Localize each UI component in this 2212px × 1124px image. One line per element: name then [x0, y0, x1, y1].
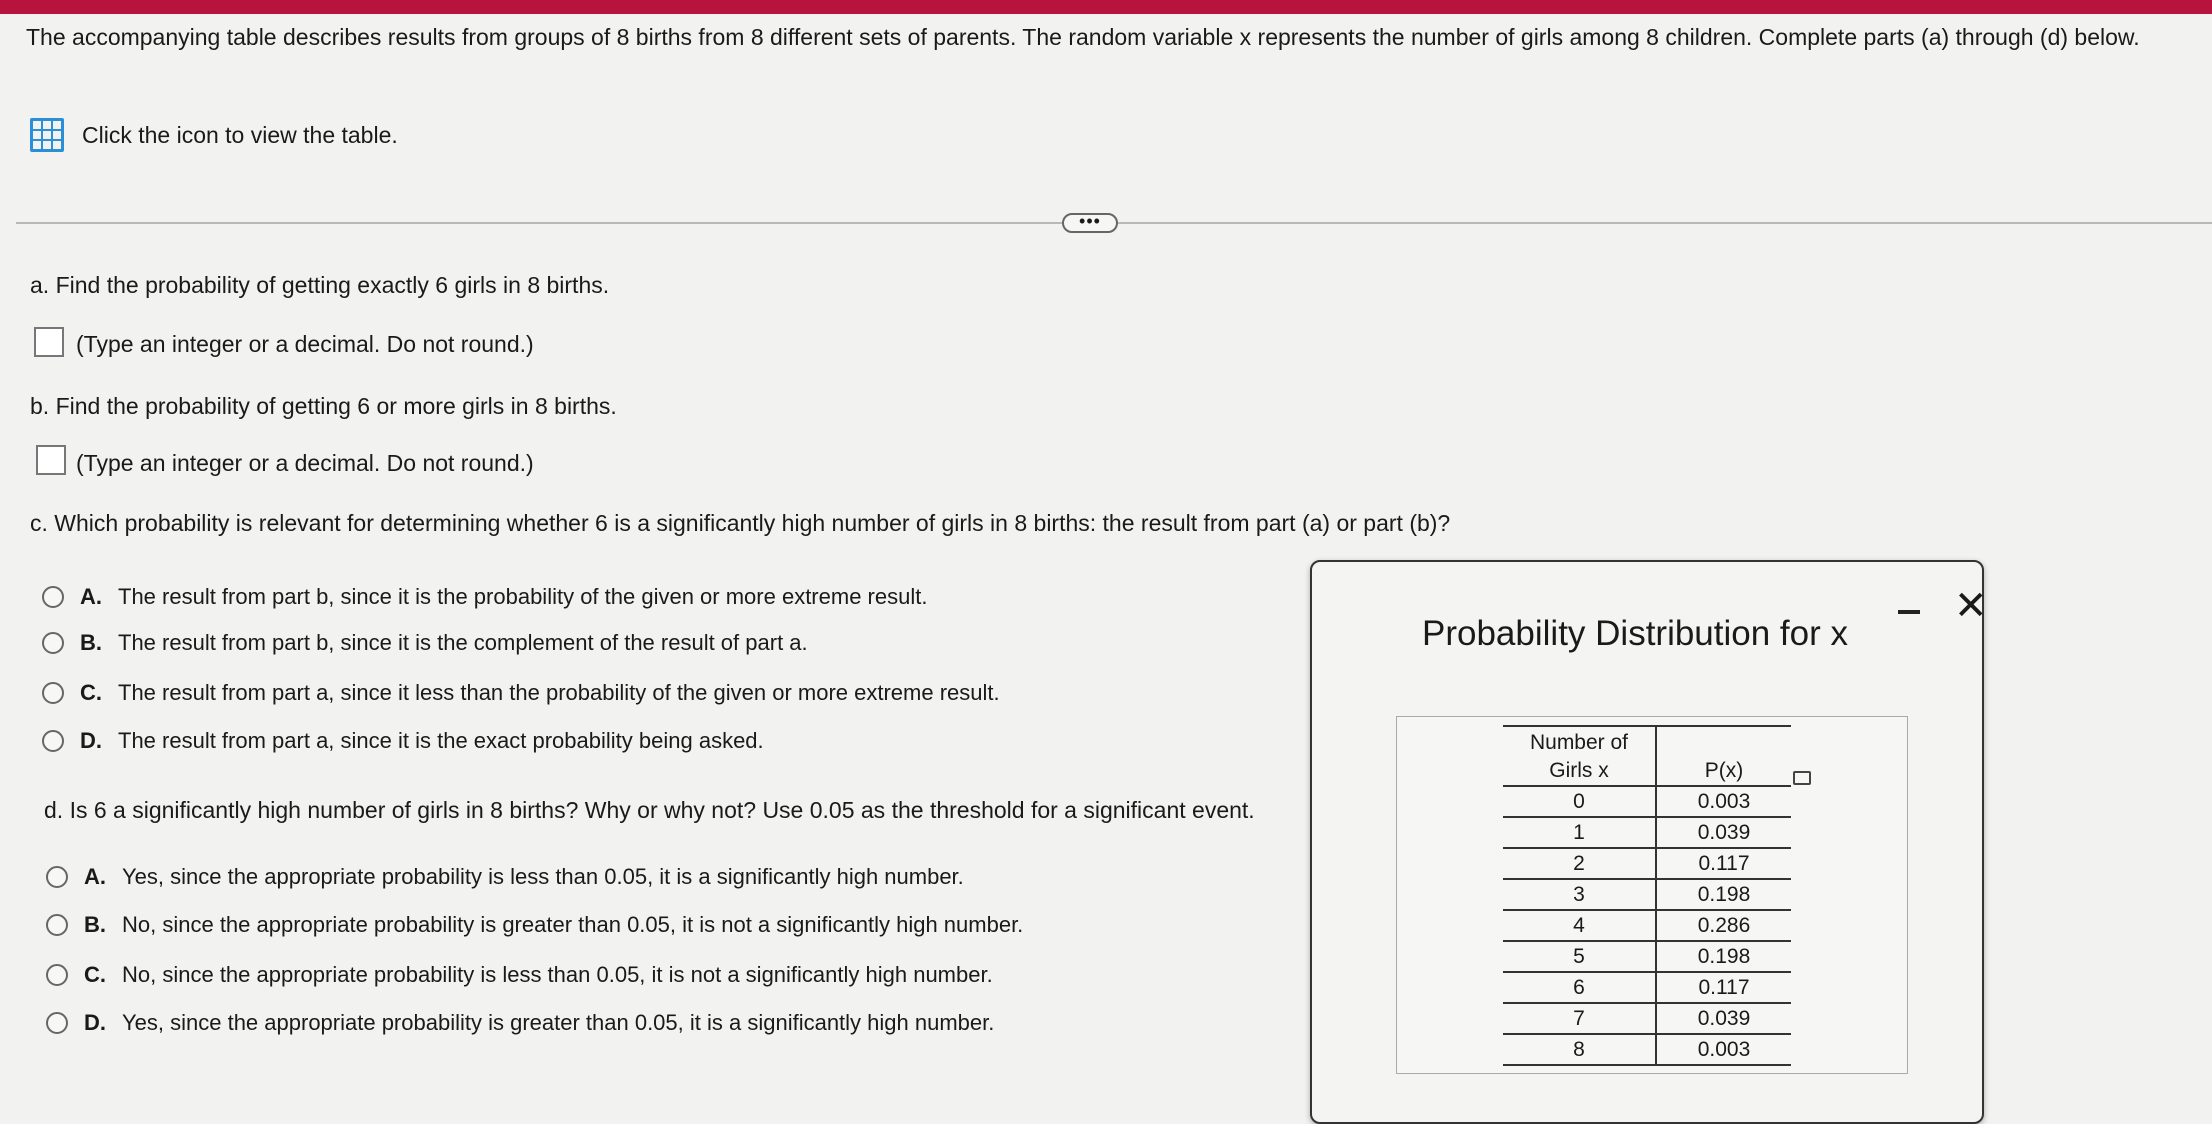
- part-a-hint: (Type an integer or a decimal. Do not round.): [76, 331, 534, 357]
- header-probability: P(x): [1656, 726, 1791, 786]
- table-row: [1503, 848, 1791, 879]
- probability-distribution-dialog: [1310, 560, 1988, 1124]
- cell-p: 0.003: [1656, 1034, 1791, 1065]
- option-text: Yes, since the appropriate probability is less than 0.05, it is a significantly high number.: [122, 864, 964, 889]
- option-text: No, since the appropriate probability is less than 0.05, it is not a significantly high number.: [122, 962, 993, 987]
- cell-p: 0.286: [1656, 910, 1791, 941]
- radio-button[interactable]: [42, 586, 64, 608]
- cell-x: 6: [1503, 972, 1656, 1003]
- header-line-1: Number of: [1529, 731, 1629, 754]
- option-letter: B.: [84, 912, 106, 937]
- dialog-title: Probability Distribution for x: [1422, 614, 1848, 653]
- view-table-link[interactable]: [30, 118, 398, 152]
- cell-x: 8: [1503, 1034, 1656, 1065]
- option-letter: C.: [84, 962, 106, 987]
- top-accent-bar: [0, 0, 2212, 14]
- option-text: Yes, since the appropriate probability is greater than 0.05, it is a significantly high number.: [122, 1010, 995, 1035]
- radio-button[interactable]: [46, 866, 68, 888]
- cell-x: 1: [1503, 817, 1656, 848]
- distribution-table: [1503, 725, 1791, 1066]
- table-row: [1503, 817, 1791, 848]
- distribution-table-container: [1396, 716, 1908, 1074]
- table-header-row: [1503, 726, 1791, 786]
- cell-p: 0.003: [1656, 786, 1791, 817]
- cell-p: 0.117: [1656, 972, 1791, 1003]
- table-row: [1503, 1003, 1791, 1034]
- option-text: No, since the appropriate probability is greater than 0.05, it is not a significantly high number.: [122, 912, 1024, 937]
- option-letter: A.: [84, 864, 106, 889]
- part-c-option-c[interactable]: [42, 680, 1000, 706]
- table-row: [1503, 1034, 1791, 1065]
- part-b-hint: (Type an integer or a decimal. Do not round.): [76, 450, 534, 476]
- part-a-answer-input[interactable]: [34, 327, 64, 357]
- radio-button[interactable]: [42, 632, 64, 654]
- radio-button[interactable]: [46, 964, 68, 986]
- table-row: [1503, 879, 1791, 910]
- option-text: The result from part a, since it less than the probability of the given or more extreme result.: [118, 680, 1000, 705]
- table-row: [1503, 941, 1791, 972]
- option-letter: B.: [80, 630, 102, 655]
- cell-p: 0.117: [1656, 848, 1791, 879]
- part-d-option-a[interactable]: [46, 864, 964, 890]
- cell-p: 0.198: [1656, 941, 1791, 972]
- view-table-label: Click the icon to view the table.: [82, 121, 398, 148]
- radio-button[interactable]: [42, 730, 64, 752]
- cell-x: 4: [1503, 910, 1656, 941]
- part-c-question: c. Which probability is relevant for determining whether 6 is a significantly high number of girls in 8 births: the result from part (a) or part (b)?: [30, 510, 1451, 536]
- option-text: The result from part a, since it is the exact probability being asked.: [118, 728, 764, 753]
- close-icon[interactable]: ✕: [1954, 584, 1988, 628]
- part-b-question: b. Find the probability of getting 6 or more girls in 8 births.: [30, 393, 617, 419]
- part-d-question: d. Is 6 a significantly high number of girls in 8 births? Why or why not? Use 0.05 as the threshold for a significant event.: [44, 797, 1255, 823]
- part-c-option-a[interactable]: [42, 584, 927, 610]
- radio-button[interactable]: [46, 914, 68, 936]
- table-row: [1503, 972, 1791, 1003]
- cell-x: 0: [1503, 786, 1656, 817]
- table-icon[interactable]: [30, 118, 64, 152]
- cell-p: 0.198: [1656, 879, 1791, 910]
- minimize-icon[interactable]: [1898, 610, 1920, 614]
- cell-x: 2: [1503, 848, 1656, 879]
- problem-intro: The accompanying table describes results from groups of 8 births from 8 different sets of parents. The random variable x represents the number of girls among 8 children. Complete parts (a) through (d) below.: [26, 24, 2140, 50]
- cell-x: 5: [1503, 941, 1656, 972]
- part-d-option-c[interactable]: [46, 962, 993, 988]
- header-number-of-girls: [1503, 726, 1656, 786]
- option-text: The result from part b, since it is the probability of the given or more extreme result.: [118, 584, 928, 609]
- part-c-option-d[interactable]: [42, 728, 764, 754]
- part-a-question: a. Find the probability of getting exactly 6 girls in 8 births.: [30, 272, 610, 298]
- part-d-option-d[interactable]: [46, 1010, 994, 1036]
- part-d-option-b[interactable]: [46, 912, 1023, 938]
- option-text: The result from part b, since it is the complement of the result of part a.: [118, 630, 808, 655]
- copy-icon[interactable]: [1793, 771, 1811, 785]
- cell-x: 3: [1503, 879, 1656, 910]
- part-b-answer-input[interactable]: [36, 445, 66, 475]
- option-letter: D.: [84, 1010, 106, 1035]
- cell-p: 0.039: [1656, 817, 1791, 848]
- option-letter: D.: [80, 728, 102, 753]
- radio-button[interactable]: [46, 1012, 68, 1034]
- option-letter: A.: [80, 584, 102, 609]
- expand-more-button[interactable]: •••: [1062, 213, 1118, 233]
- part-c-option-b[interactable]: [42, 630, 808, 656]
- table-row: [1503, 786, 1791, 817]
- option-letter: C.: [80, 680, 102, 705]
- cell-p: 0.039: [1656, 1003, 1791, 1034]
- table-row: [1503, 910, 1791, 941]
- cell-x: 7: [1503, 1003, 1656, 1034]
- radio-button[interactable]: [42, 682, 64, 704]
- header-line-2: Girls x: [1549, 759, 1609, 782]
